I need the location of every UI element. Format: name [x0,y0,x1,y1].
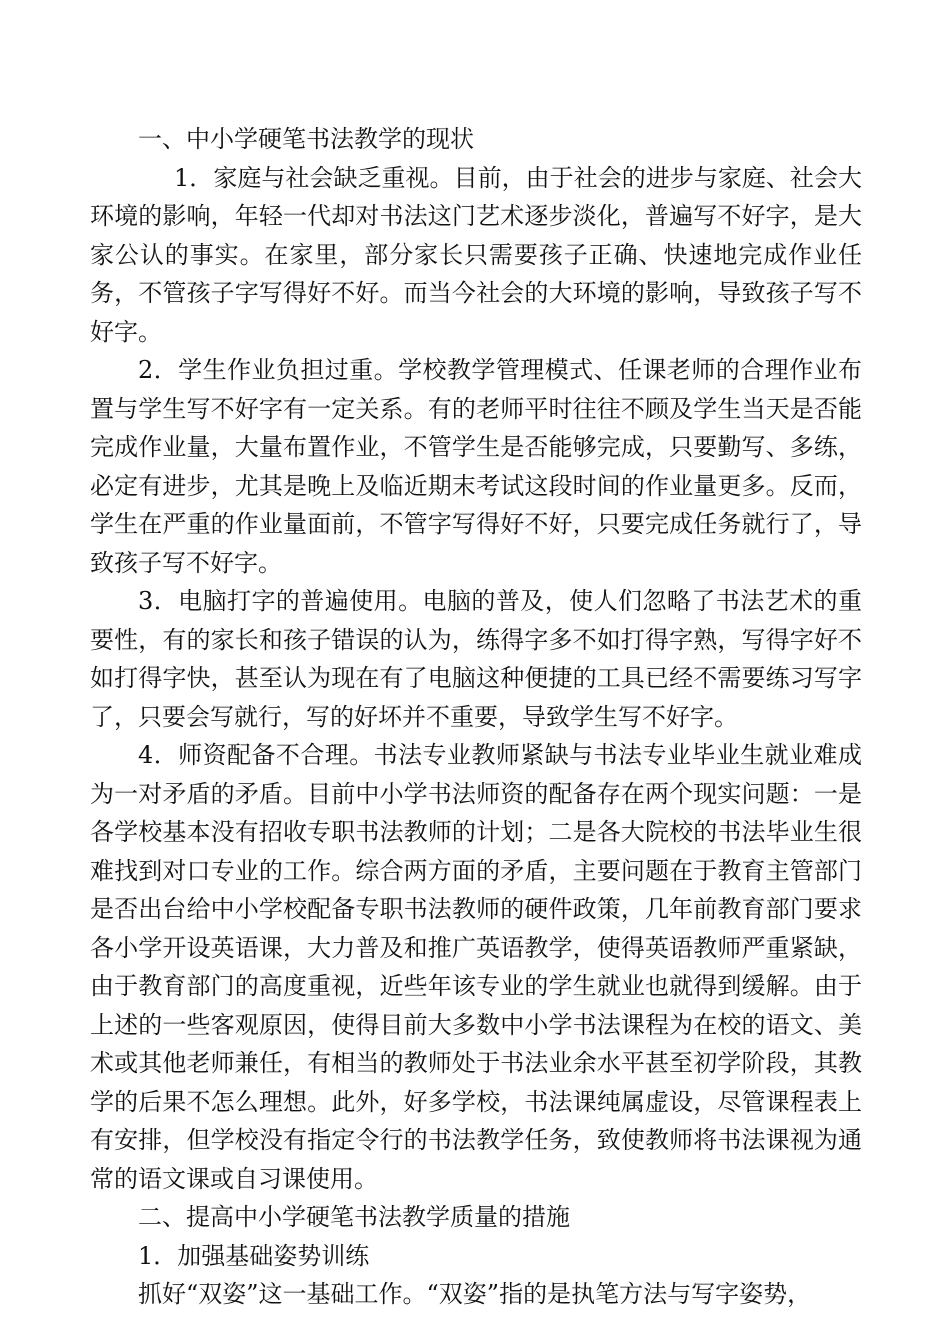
section-heading-current-situation: 一、中小学硬笔书法教学的现状 [138,125,474,153]
paragraph-family-society: 1．家庭与社会缺乏重视。目前，由于社会的进步与家庭、社会大环境的影响，年轻一代却对书法这门艺术逐步淡化，普遍写不好字，是大家公认的事实。在家里，部分家长只需要孩子正确、快速地完成作业任务，不管孩子字写得好不好。而当今社会的大环境的影响，导致孩子写不好字。 [90,163,862,346]
paragraph-double-posture: 抓好“双姿”这一基础工作。“双姿”指的是执笔方法与写字姿势， [138,1280,812,1308]
section-heading-measures: 二、提高中小学硬笔书法教学质量的措施 [138,1203,570,1231]
paragraph-homework-burden: 2．学生作业负担过重。学校教学管理模式、任课老师的合理作业布置与学生写不好字有一定关系。有的老师平时往往不顾及学生当天是否能完成作业量，大量布置作业，不管学生是否能够完成，只要勤写、多练，必定有进步，尤其是晚上及临近期末考试这段时间的作业量更多。反而，学生在严重的作业量面前，不管字写得好不好，只要完成任务就行了，导致孩子写不好字。 [90,356,862,577]
subheading-posture-training: 1．加强基础姿势训练 [138,1241,370,1270]
paragraph-computer-typing: 3．电脑打字的普遍使用。电脑的普及，使人们忽略了书法艺术的重要性，有的家长和孩子错误的认为，练得字多不如打得字熟，写得字好不如打得字快，甚至认为现在有了电脑这种便捷的工具已经不需要练习写字了，只要会写就行，写的好坏并不重要，导致学生写不好字。 [90,587,862,731]
document-body [90,120,862,1314]
paragraph-teacher-allocation: 4．师资配备不合理。书法专业教师紧缺与书法专业毕业生就业难成为一对矛盾的矛盾。目前中小学书法师资的配备存在两个现实问题：一是各学校基本没有招收专职书法教师的计划；二是各大院校的书法毕业生很难找到对口专业的工作。综合两方面的矛盾，主要问题在于教育主管部门是否出台给中小学校配备专职书法教师的硬件政策，几年前教育部门要求各小学开设英语课，大力普及和推广英语教学，使得英语教师严重紧缺，由于教育部门的高度重视，近些年该专业的学生就业也就得到缓解。由于上述的一些客观原因，使得目前大多数中小学书法课程为在校的语文、美术或其他老师兼任，有相当的教师处于书法业余水平甚至初学阶段，其教学的后果不怎么理想。此外，好多学校，书法课纯属虚设，尽管课程表上有安排，但学校没有指定令行的书法教学任务，致使教师将书法课视为通常的语文课或自习课使用。 [90,741,862,1193]
